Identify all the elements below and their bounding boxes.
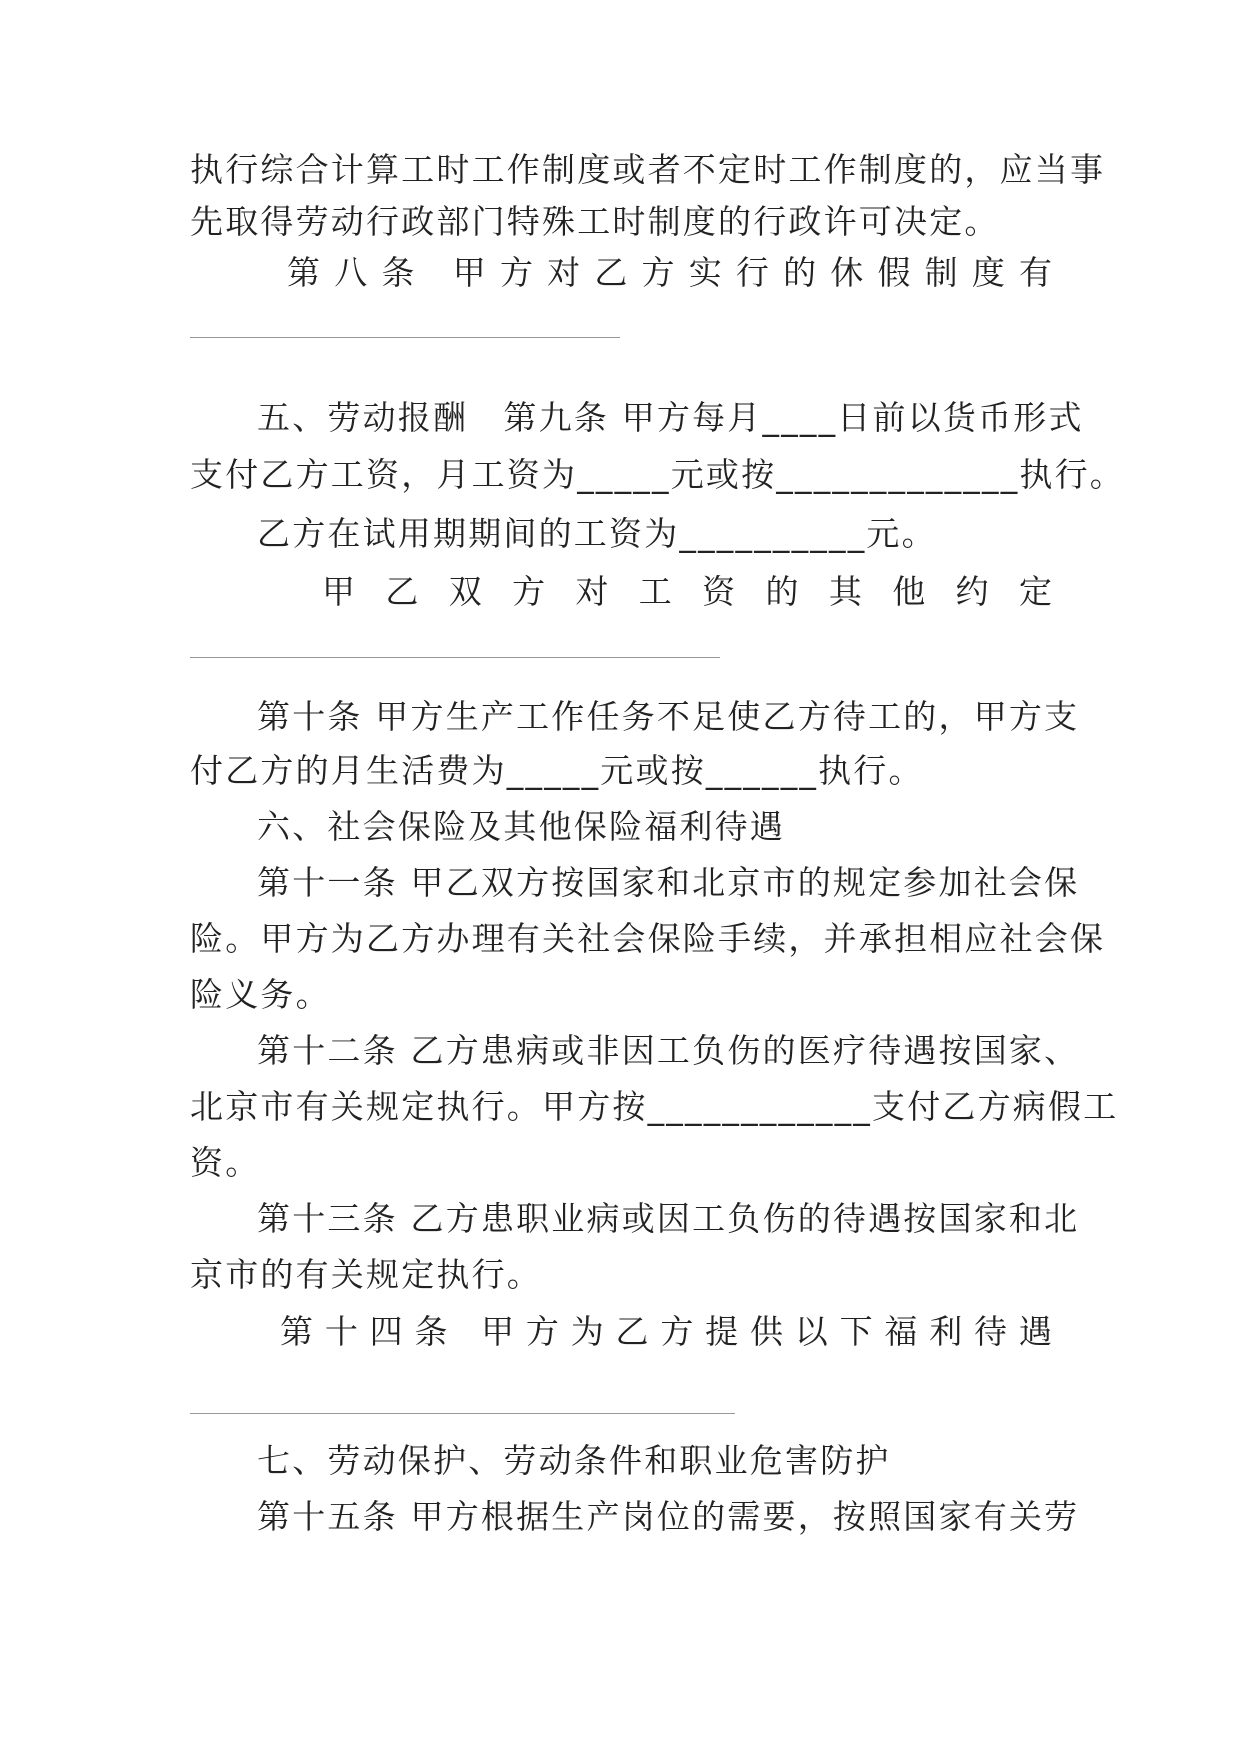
text-line: 第十五条 甲方根据生产岗位的需要，按照国家有关劳 [257,1497,1080,1536]
section-heading: 六、社会保险及其他保险福利待遇 [257,807,785,846]
blank-underline [190,657,720,658]
text-line: 第十三条 乙方患职业病或因工负伤的待遇按国家和北 [257,1199,1080,1238]
text-line: 执行综合计算工时工作制度或者不定时工作制度的，应当事 [190,150,1106,189]
text-line: 第十一条 甲乙双方按国家和北京市的规定参加社会保 [257,863,1080,902]
article-14-line: 第 十 四 条 甲 方 为 乙 方 提 供 以 下 福 利 待 遇 [280,1312,1052,1351]
blank-underline [190,1413,735,1414]
wage-other-agreement-line: 甲 乙 双 方 对 工 资 的 其 他 约 定 [322,572,1052,611]
text-line: 第十条 甲方生产工作任务不足使乙方待工的，甲方支 [257,697,1080,736]
text-line: 资。 [190,1143,261,1182]
text-line: 险义务。 [190,975,331,1014]
text-line: 五、劳动报酬 第九条 甲方每月____日前以货币形式 [257,398,1084,437]
text-line: 乙方在试用期期间的工资为__________元。 [257,514,937,553]
text-line: 支付乙方工资，月工资为_____元或按_____________执行。 [190,455,1125,494]
text-line: 北京市有关规定执行。甲方按____________支付乙方病假工 [190,1087,1119,1126]
blank-underline [190,337,620,338]
section-heading: 七、劳动保护、劳动条件和职业危害防护 [257,1441,891,1480]
text-line: 先取得劳动行政部门特殊工时制度的行政许可决定。 [190,202,1000,241]
text-line: 京市的有关规定执行。 [190,1255,542,1294]
text-line: 第十二条 乙方患病或非因工负伤的医疗待遇按国家、 [257,1031,1080,1070]
article-8-line: 第 八 条 甲 方 对 乙 方 实 行 的 休 假 制 度 有 [287,253,1052,292]
text-line: 付乙方的月生活费为_____元或按______执行。 [190,751,924,790]
text-line: 险。甲方为乙方办理有关社会保险手续，并承担相应社会保 [190,919,1106,958]
